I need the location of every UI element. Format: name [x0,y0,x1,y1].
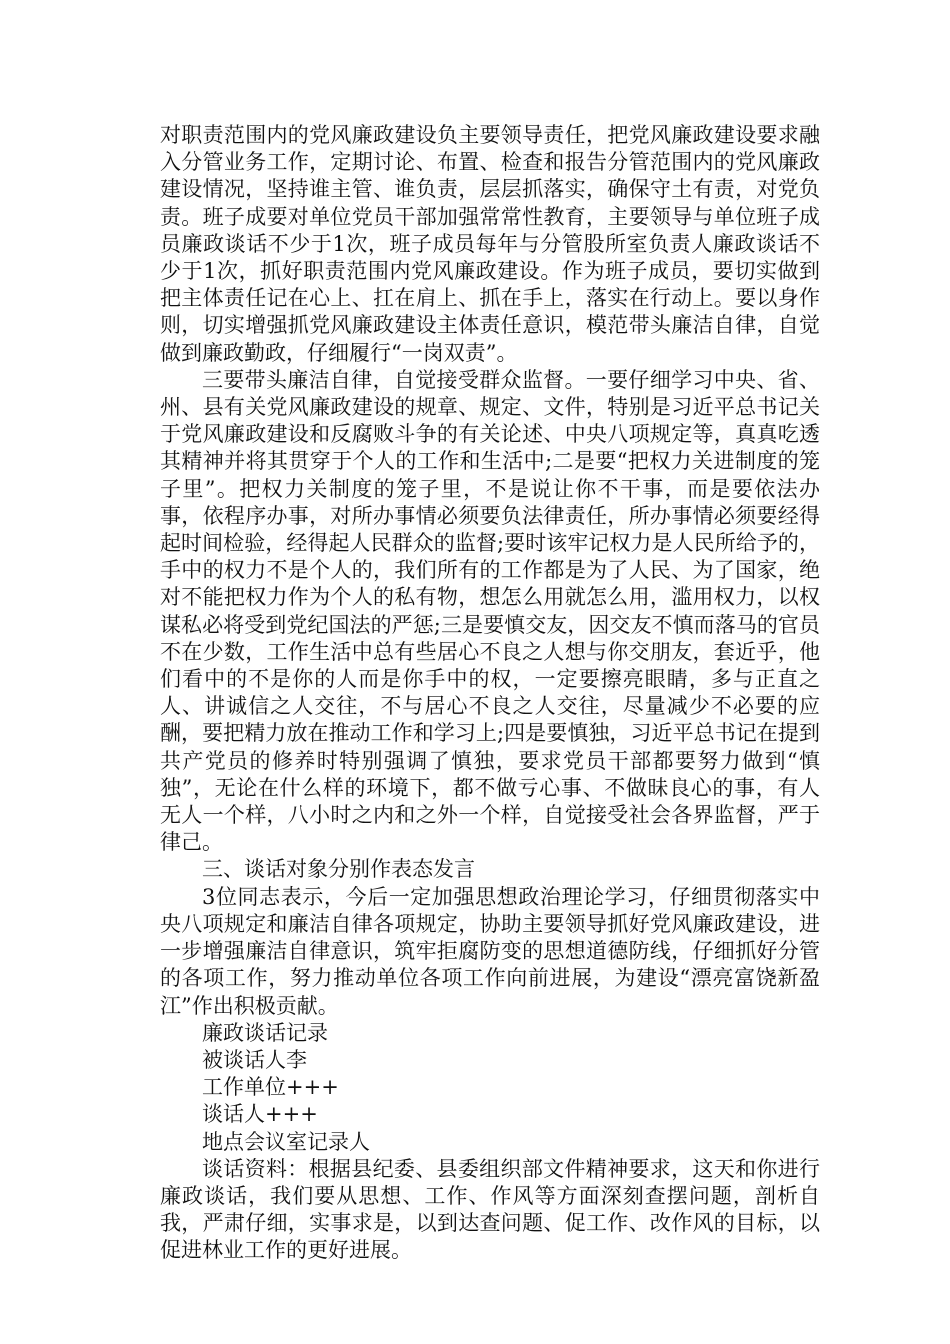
paragraph-responsibility: 对职责范围内的党风廉政建设负主要领导责任，把党风廉政建设要求融入分管业务工作，定期讨论、布置、检查和报告分管范围内的党风廉政建设情况，坚持谁主管、谁负责，层层抓落实，确保守土有责，对党负责。班子成要对单位党员干部加强常常性教育，主要领导与单位班子成员廉政谈话不少于1次，班子成员每年与分管股所室负责人廉政谈话不少于1次，抓好职责范围内党风廉政建设。作为班子成员，要切实做到把主体责任记在心上、扛在肩上、抓在手上，落实在行动上。要以身作则，切实增强抓党风廉政建设主体责任意识，模范带头廉洁自律，自觉做到廉政勤政，仔细履行“一岗双责”。 [160,123,820,365]
paragraph-self-discipline: 三要带头廉洁自律，自觉接受群众监督。一要仔细学习中央、省、州、县有关党风廉政建设的规章、规定、文件，特别是习近平总书记关于党风廉政建设和反腐败斗争的有关论述、中央八项规定等，真真吃透其精神并将其贯穿于个人的工作和生活中;二是要“把权力关进制度的笼子里”。把权力关制度的笼子里，不是说让你不干事，而是要依法办事，依程序办事，对所办事情必须要负法律责任，所办事情必须要经得起时间检验，经得起人民群众的监督;要时该牢记权力是人民所给予的，手中的权力不是个人的，我们所有的工作都是为了人民、为了国家，绝对不能把权力作为个人的私有物，想怎么用就怎么用，滥用权力，以权谋私必将受到党纪国法的严惩;三是要慎交友，因交友不慎而落马的官员不在少数，工作生活中总有些居心不良之人想与你交朋友，套近乎，他们看中的不是你的人而是你手中的权，一定要擦亮眼睛，多与正直之人、讲诚信之人交往，不与居心不良之人交往，尽量减少不必要的应酬，要把精力放在推动工作和学习上;四是要慎独，习近平总书记在提到共产党员的修养时特别强调了慎独，要求党员干部都要努力做到“慎独”，无论在什么样的环境下，都不做亏心事、不做昧良心的事，有人无人一个样，八小时之内和之外一个样，自觉接受社会各界监督，严于律己。 [160,367,820,855]
record-work-unit: 工作单位+++ [202,1075,339,1100]
paragraph-talk-content: 谈话资料：根据县纪委、县委组织部文件精神要求，这天和你进行廉政谈话，我们要从思想、工作、作风等方面深刻查摆问题，剖析自我，严肃仔细，实事求是，以到达查问题、促工作、改作风的目标，以促进林业工作的更好进展。 [160,1156,820,1263]
paragraph-statements: 3位同志表示，今后一定加强思想政治理论学习，仔细贯彻落实中央八项规定和廉洁自律各项规定，协助主要领导抓好党风廉政建设，进一步增强廉洁自律意识，筑牢拒腐防变的思想道德防线，仔细抓好分管的各项工作，努力推动单位各项工作向前进展，为建设“漂亮富饶新盈江”作出积极贡献。 [160,884,820,1018]
document-body [160,122,820,1265]
record-location: 地点会议室记录人 [202,1129,370,1154]
record-title: 廉政谈话记录 [202,1020,328,1045]
record-interviewer: 谈话人+++ [202,1102,318,1127]
record-interviewee: 被谈话人李 [202,1047,307,1072]
section-heading-statements: 三、谈话对象分别作表态发言 [202,857,475,882]
